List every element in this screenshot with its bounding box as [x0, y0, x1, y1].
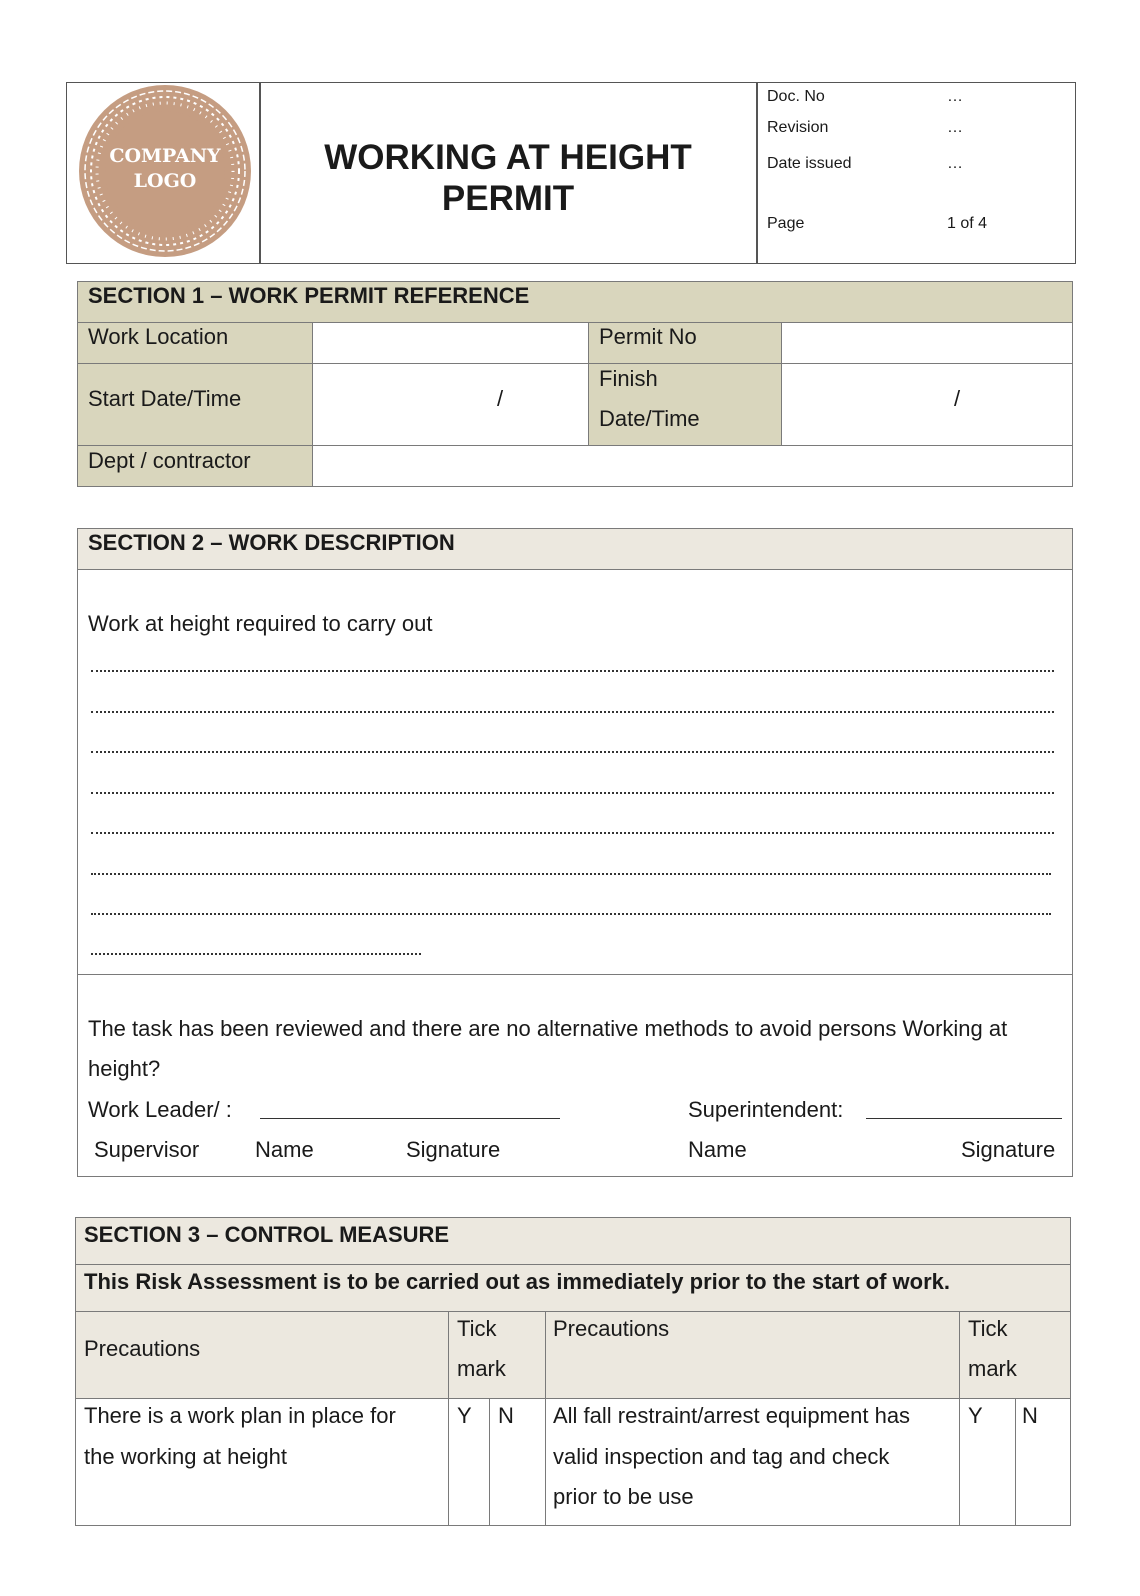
tick-header-line-4: mark [968, 1356, 1017, 1381]
header-divider-right [756, 82, 758, 264]
start-date-field[interactable] [312, 363, 589, 446]
description-line [91, 950, 421, 955]
start-date-separator: / [497, 386, 504, 411]
meta-value-doc-no: … [947, 88, 963, 105]
precaution-row-1b-text-c: prior to be use [553, 1484, 694, 1509]
description-line [91, 708, 1054, 713]
permit-no-field[interactable] [781, 322, 1073, 364]
description-line [91, 829, 1054, 834]
superintendent-label: Superintendent: [688, 1097, 844, 1122]
meta-value-revision: … [947, 119, 963, 136]
finish-label-line-1: Finish [599, 366, 658, 391]
section1-title: SECTION 1 – WORK PERMIT REFERENCE [88, 283, 530, 308]
work-leader-signature-line[interactable] [260, 1118, 560, 1119]
company-logo [78, 84, 252, 258]
work-description-prompt: Work at height required to carry out [88, 611, 433, 636]
review-box [77, 974, 1073, 1177]
page-title [260, 137, 756, 219]
meta-label-doc-no: Doc. No [767, 88, 825, 105]
superintendent-signature-line[interactable] [866, 1118, 1062, 1119]
precaution-row-1b-text-a: All fall restraint/arrest equipment has [553, 1403, 911, 1428]
section2-title: SECTION 2 – WORK DESCRIPTION [88, 530, 455, 555]
work-leader-label: Work Leader/ : [88, 1097, 232, 1122]
permit-no-label: Permit No [599, 324, 697, 349]
title-line-2: PERMIT [441, 179, 575, 218]
superintendent-signature-label: Signature [961, 1137, 1056, 1162]
work-location-field[interactable] [312, 322, 589, 364]
leader-name-label: Name [255, 1137, 314, 1162]
review-question-line-1: The task has been reviewed and there are no alternative methods to avoid persons Working at [88, 1016, 1008, 1041]
row-1b-yes-label: Y [968, 1403, 983, 1428]
description-line [91, 667, 1054, 672]
meta-value-date-issued: … [947, 155, 963, 172]
meta-label-revision: Revision [767, 119, 829, 136]
meta-value-page: 1 of 4 [947, 215, 988, 232]
finish-label-line-2: Date/Time [599, 406, 700, 431]
dept-field[interactable] [312, 445, 1073, 487]
logo-text: COMPANY LOGO [109, 145, 221, 192]
description-line [91, 870, 1051, 875]
work-location-label: Work Location [88, 324, 229, 349]
precautions-header-2: Precautions [553, 1316, 670, 1341]
supervisor-label: Supervisor [94, 1137, 200, 1162]
finish-date-separator: / [954, 386, 961, 411]
title-line-1: WORKING AT HEIGHT [324, 138, 692, 177]
meta-label-date-issued: Date issued [767, 155, 852, 172]
section3-subtitle: This Risk Assessment is to be carried out as immediately prior to the start of work. [84, 1269, 950, 1294]
superintendent-name-label: Name [688, 1137, 747, 1162]
tick-header-line-2: mark [457, 1356, 506, 1381]
precaution-row-1b-text-b: valid inspection and tag and check [553, 1444, 890, 1469]
review-question-line-2: height? [88, 1056, 161, 1081]
meta-label-page: Page [767, 215, 805, 232]
finish-date-field[interactable] [781, 363, 1073, 446]
description-line [91, 748, 1054, 753]
row-1-yes-label: Y [457, 1403, 472, 1428]
row-1-no-label: N [498, 1403, 514, 1428]
dept-label: Dept / contractor [88, 448, 251, 473]
row-1b-no-label: N [1022, 1403, 1038, 1428]
start-date-label: Start Date/Time [88, 386, 242, 411]
precaution-row-1-text-b: the working at height [84, 1444, 288, 1469]
section3-title: SECTION 3 – CONTROL MEASURE [84, 1222, 450, 1247]
precautions-header: Precautions [84, 1336, 201, 1361]
tick-header-line-3: Tick [968, 1316, 1008, 1341]
description-line [91, 789, 1054, 794]
precaution-row-1-text-a: There is a work plan in place for [84, 1403, 396, 1428]
tick-header-line-1: Tick [457, 1316, 497, 1341]
leader-signature-label: Signature [406, 1137, 501, 1162]
description-line [91, 910, 1051, 915]
